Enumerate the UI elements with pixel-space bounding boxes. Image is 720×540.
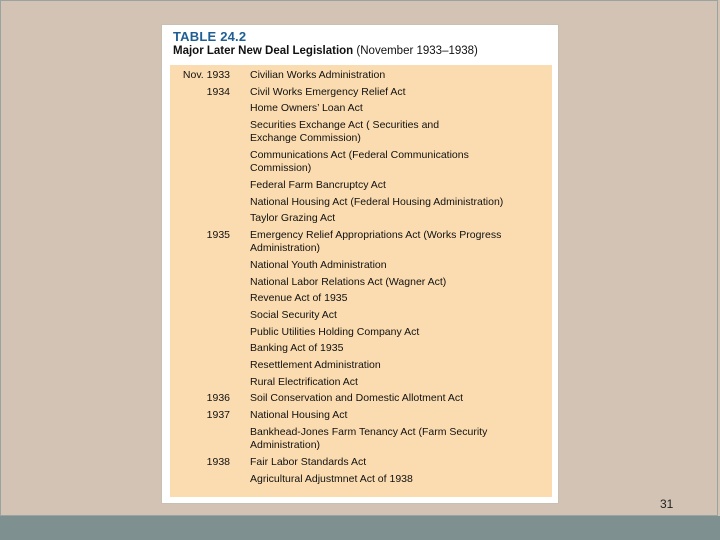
row-act: Taylor Grazing Act [250,212,336,224]
row-act: Social Security Act [250,309,337,321]
table-label-number: 24.2 [220,29,247,44]
row-act: Emergency Relief Appropriations Act (Works Progress Administration) [250,229,502,254]
row-act: Revenue Act of 1935 [250,292,348,304]
row-act: Home Owners’ Loan Act [250,102,363,114]
row-year: 1935 [206,229,230,241]
row-act: Securities Exchange Act ( Securities and Exchange Commission) [250,119,440,144]
row-act: Bankhead-Jones Farm Tenancy Act (Farm Security Administration) [250,426,488,451]
page-number: 31 [660,497,674,511]
row-act: National Youth Administration [250,259,387,271]
row-act: Rural Electrification Act [250,376,358,388]
row-act: National Housing Act [250,409,348,421]
table-title-dates: (November 1933–1938) [356,45,478,57]
row-act: National Housing Act (Federal Housing Administration) [250,196,504,208]
bottom-bar [0,516,720,540]
row-act: Civilian Works Administration [250,69,386,81]
row-act: Resettlement Administration [250,359,381,371]
table-body [170,65,552,497]
table-title [173,45,478,57]
row-act: Banking Act of 1935 [250,342,344,354]
row-year: 1938 [206,456,230,468]
row-year: 1934 [206,86,230,98]
table-label-word: TABLE [173,29,217,44]
row-act: Federal Farm Bancruptcy Act [250,179,386,191]
row-act: Civil Works Emergency Relief Act [250,86,406,98]
row-year: 1936 [206,392,230,404]
row-act: Agricultural Adjustmnet Act of 1938 [250,473,413,485]
table-label [173,29,246,44]
row-act: Fair Labor Standards Act [250,456,367,468]
row-act: Communications Act (Federal Communications Commission) [250,149,469,174]
row-act: Public Utilities Holding Company Act [250,326,420,338]
row-year: Nov. 1933 [182,69,230,81]
row-act: Soil Conservation and Domestic Allotment Act [250,392,464,404]
row-act: National Labor Relations Act (Wagner Act) [250,276,447,288]
row-year: 1937 [206,409,230,421]
table-card [161,24,559,504]
table-title-main: Major Later New Deal Legislation [173,45,354,57]
